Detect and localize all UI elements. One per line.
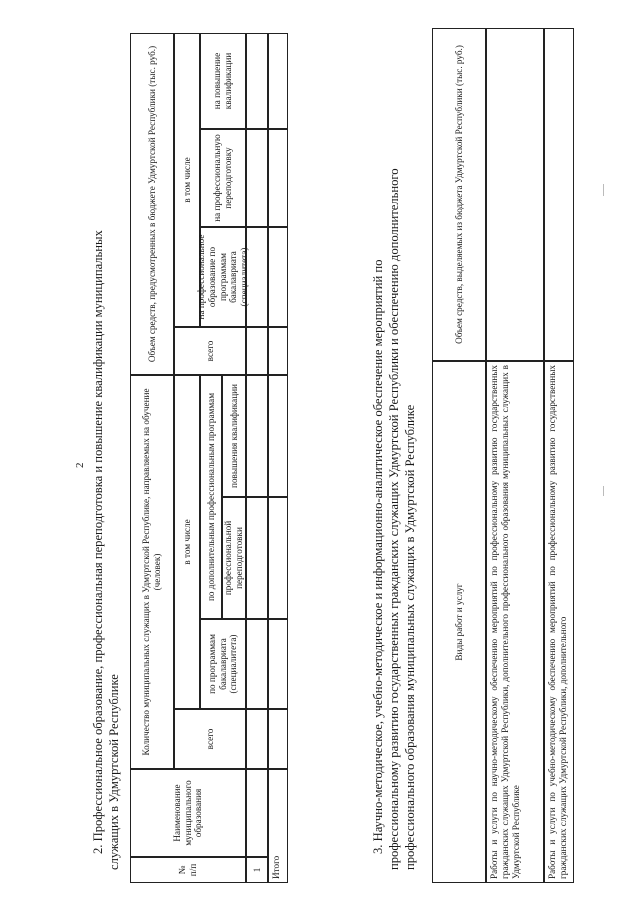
table-cell: [246, 769, 268, 857]
table-cell: [246, 619, 268, 709]
section-2-heading: [90, 30, 122, 870]
row-1-works: Работы и услуги по научно-методическому обеспечению мероприятий по профессиональному развитию государственных гражданских служащих Удмуртской Республики, дополнительного профессионального образования муниципальных служащих в Удмуртской Республике: [486, 361, 544, 883]
table-cell: [486, 28, 544, 361]
header-num: № п/п: [130, 857, 246, 883]
header-funds-qualification: на повышение квалификации: [200, 33, 246, 129]
section-3-heading-line-1: 3. Научно-методическое, учебно-методическое и информационно-аналитическое обеспечение мероприятий по: [371, 259, 385, 854]
table-cell: [246, 33, 268, 129]
table-cell: [268, 227, 288, 327]
table-cell: [268, 33, 288, 129]
table-cell: [246, 327, 268, 375]
table-cell: [246, 375, 268, 497]
table-cell: [246, 227, 268, 327]
table-cell: [268, 375, 288, 497]
header-funds-total: всего: [174, 327, 246, 375]
table-cell: [246, 497, 268, 619]
section-3-heading-line-2: профессиональному развитию государственных гражданских служащих Удмуртской Республики и обеспечению дополнительного: [387, 168, 401, 870]
header-count-additional: по дополнительным профессиональным программам: [200, 375, 222, 619]
page-number: 2: [74, 462, 86, 468]
section-2-heading-line-2: служащих в Удмуртской Республике: [107, 674, 121, 870]
section-3-heading: [370, 30, 418, 870]
row-1-num: 1: [246, 857, 268, 883]
header-funds-incl: в том числе: [174, 33, 200, 327]
row-2-works: Работы и услуги по учебно-методическому обеспечению мероприятий по профессиональному развитию государственных гражданских служащих Удмуртской Республики, дополнительного: [544, 361, 574, 883]
header-municipality: Наименование муниципального образования: [130, 769, 246, 857]
header-count-retraining: профессиональной переподготовки: [222, 497, 246, 619]
table-cell: [246, 709, 268, 769]
section-2-heading-line-1: 2. Профессиональное образование, профессиональная переподготовка и повышение квалификации муниципальных: [91, 230, 105, 854]
header-count-total: всего: [174, 709, 246, 769]
table-cell: [544, 28, 574, 361]
total-label: Итого: [268, 769, 288, 883]
section-3-heading-line-3: профессионального образования муниципальных служащих в Удмуртской Республике: [403, 404, 417, 870]
section-2-table: [130, 33, 360, 883]
header-count-bachelor: по программам бакалавриата (специалитета): [200, 619, 246, 709]
table-cell: [268, 129, 288, 227]
section-3-table: [432, 28, 612, 883]
header-works: Виды работ и услуг: [432, 361, 486, 883]
header-funds: Объем средств, предусмотренных в бюджете Удмуртской Республики (тыс. руб.): [130, 33, 174, 375]
header-funds: Объем средств, выделяемых из бюджета Удмуртской Республики (тыс. руб.): [432, 28, 486, 361]
table-cell: [268, 619, 288, 709]
table-cell: [246, 129, 268, 227]
table-cell: [268, 709, 288, 769]
header-count-qualification: повышения квалификации: [222, 375, 246, 497]
table-cell: [268, 497, 288, 619]
header-funds-prof: на профессиональное образование по программам бакалавриата (специалитета): [200, 227, 246, 327]
header-count: Количество муниципальных служащих в Удмуртской Республике, направляемых на обучение (человек): [130, 375, 174, 769]
header-funds-retraining: на профессиональную переподготовку: [200, 129, 246, 227]
table-cell: [268, 327, 288, 375]
header-count-incl: в том числе: [174, 375, 200, 709]
